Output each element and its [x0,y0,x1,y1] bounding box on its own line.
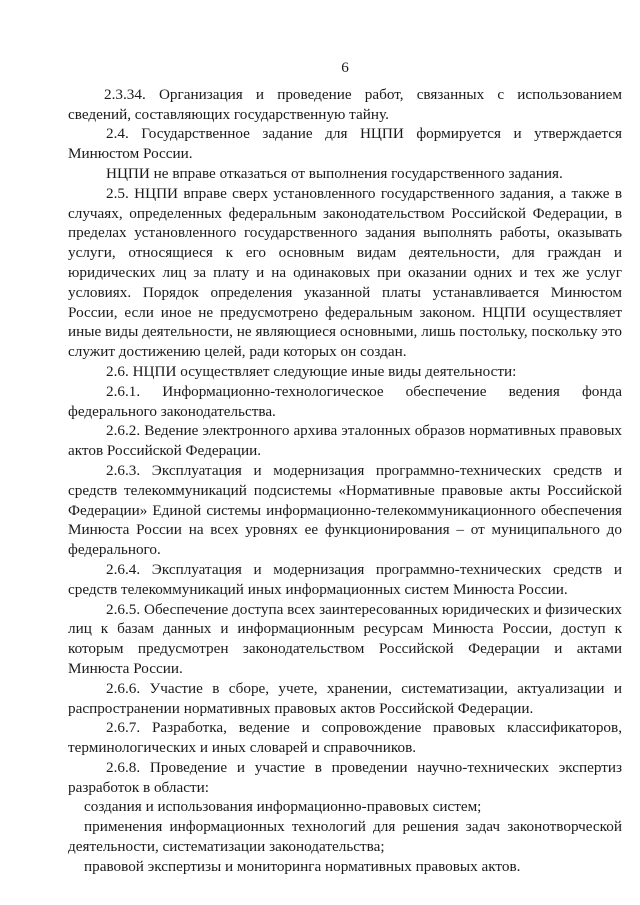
paragraph-2-6-8: 2.6.8. Проведение и участие в проведении научно-технических экспертиз разработок в области: [68,758,622,796]
paragraph-2-6-4: 2.6.4. Эксплуатация и модернизация программно-технических средств и средств телекоммуникаций иных информационных систем Минюста России. [68,560,622,598]
paragraph-2-6: 2.6. НЦПИ осуществляет следующие иные виды деятельности: [106,362,517,380]
paragraph-2-6-6: 2.6.6. Участие в сборе, учете, хранении, систематизации, актуализации и распространении нормативных правовых актов Российской Федерации. [68,679,622,717]
paragraph-2-5: 2.5. НЦПИ вправе сверх установленного государственного задания, а также в случаях, определенных федеральным законодательством Российской Федерации, в пределах установленного государственного задания выполнять работы, оказывать услуги, относящиеся к его основным видам деятельности, для граждан и юридических лиц за плату и на одинаковых при оказании одних и тех же услуг условиях. Порядок определения указанной платы устанавливается Минюстом России, если иное не предусмотрено федеральным законом. НЦПИ осуществляет иные виды деятельности, не являющиеся основными, лишь постольку, поскольку это служит достижению целей, ради которых он создан. [68,184,622,361]
paragraph-2-6-1: 2.6.1. Информационно-технологическое обеспечение ведения фонда федерального законодательства. [68,382,622,420]
paragraph-2-4: 2.4. Государственное задание для НЦПИ формируется и утверждается Минюстом России. [68,125,622,163]
list-item: правовой экспертизы и мониторинга нормативных правовых актов. [84,857,521,875]
paragraph-2-6-7: 2.6.7. Разработка, ведение и сопровождение правовых классификаторов, терминологических и иных словарей и справочников. [68,719,622,757]
paragraph-2-3-34: 2.3.34. Организация и проведение работ, связанных с использованием сведений, составляющих государственную тайну. [68,85,622,123]
paragraph-2-6-2: 2.6.2. Ведение электронного архива эталонных образов нормативных правовых актов Российской Федерации. [68,422,622,460]
list-item: применения информационных технологий для решения задач законотворческой деятельности, систематизации законодательства; [68,818,622,856]
paragraph-ncpi-obligation: НЦПИ не вправе отказаться от выполнения государственного задания. [106,164,563,182]
list-item: создания и использования информационно-правовых систем; [84,798,482,816]
paragraph-2-6-5: 2.6.5. Обеспечение доступа всех заинтересованных юридических и физических лиц к базам данных и информационным ресурсам Минюста России, доступ к которым предусмотрен законодательством Российской Федерации и актами Минюста России. [68,600,622,677]
paragraph-2-6-3: 2.6.3. Эксплуатация и модернизация программно-технических средств и средств телекоммуникаций подсистемы «Нормативные правовые акты Российской Федерации» Единой системы информационно-телекоммуникационного обеспечения Минюста России на всех уровнях ее функционирования – от муниципального до федерального. [68,461,622,559]
page-number: 6 [341,59,349,76]
